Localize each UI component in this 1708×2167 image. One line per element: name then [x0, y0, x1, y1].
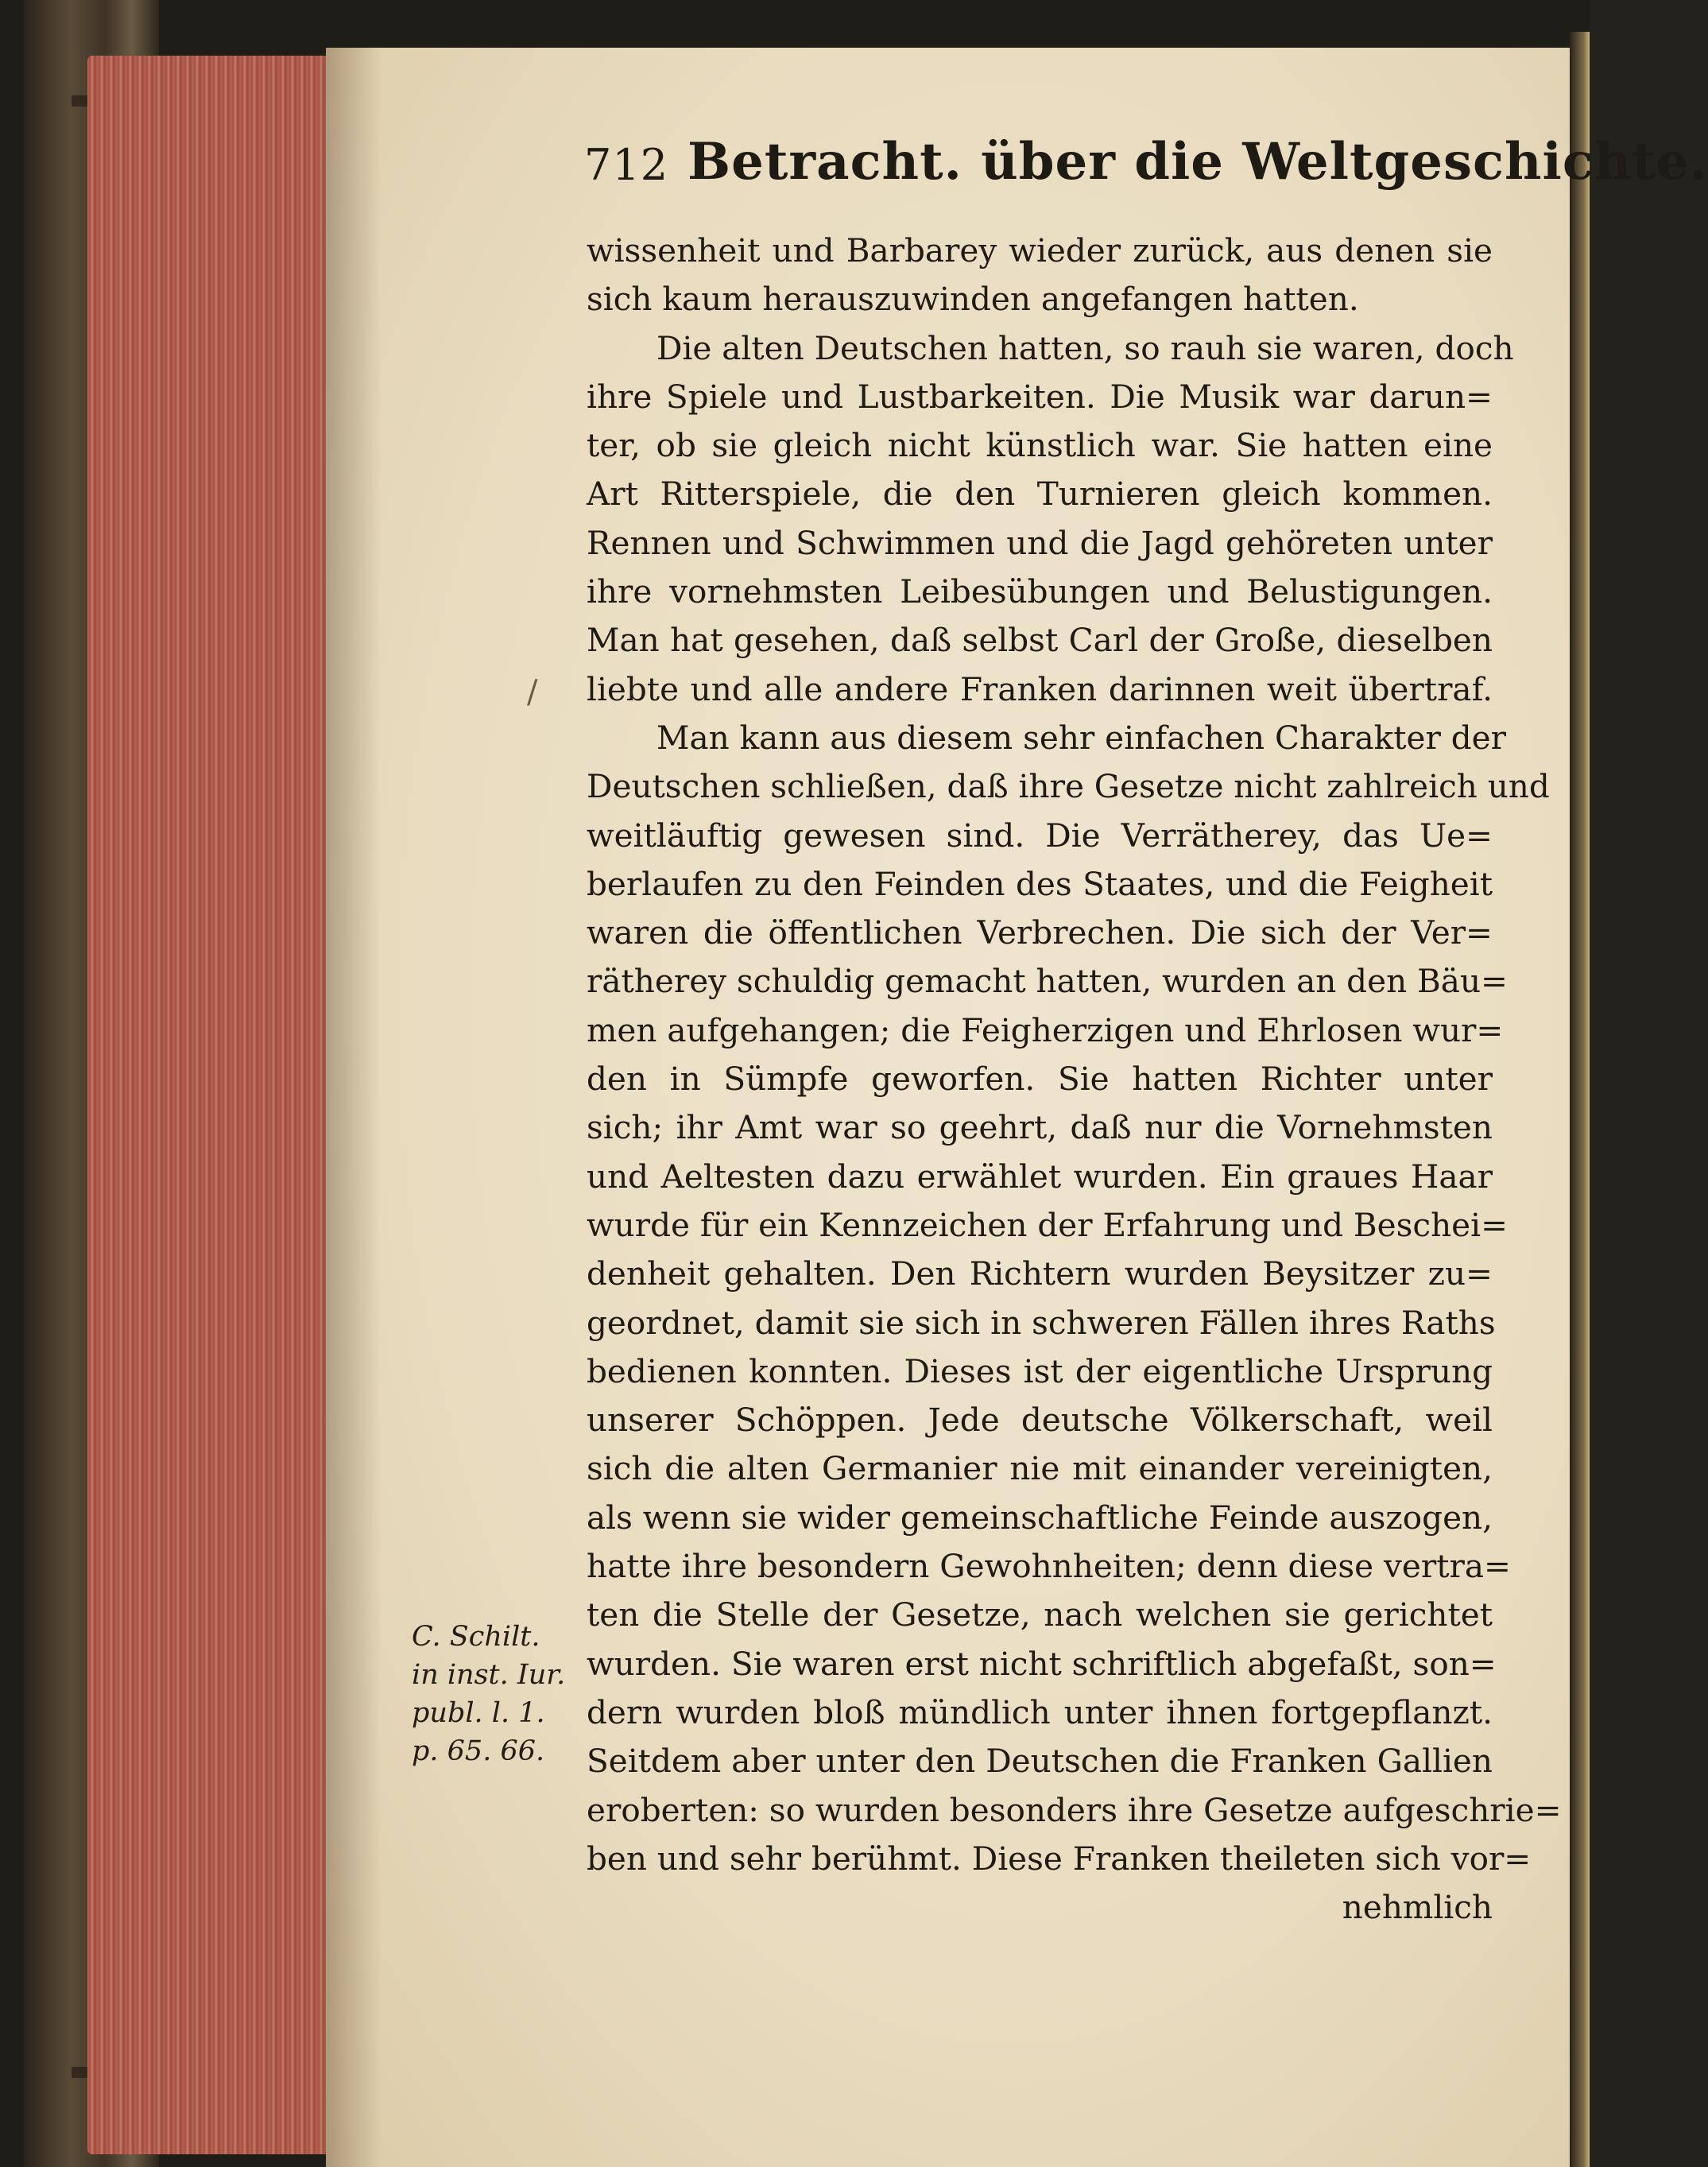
text-line: eroberten: so wurden besonders ihre Gesetze aufgeschrie=: [587, 1790, 1562, 1829]
running-title: Betracht. über die Weltgeschichte.: [687, 132, 1708, 192]
text-line: dern wurden bloß mündlich unter ihnen fortgepflanzt.: [587, 1692, 1493, 1731]
text-line: wurde für ein Kennzeichen der Erfahrung und Beschei=: [587, 1205, 1509, 1244]
gutter-shadow: [326, 48, 381, 2167]
text-line: bedienen konnten. Dieses ist der eigentliche Ursprung: [587, 1351, 1493, 1390]
text-line: waren die öffentlichen Verbrechen. Die sich der Ver=: [587, 913, 1493, 952]
stray-pencil-mark: /: [527, 674, 538, 711]
text-line: liebte und alle andere Franken darinnen weit übertraf.: [587, 669, 1493, 708]
text-line: wurden. Sie waren erst nicht schriftlich abgefaßt, son=: [587, 1644, 1497, 1683]
text-line: den in Sümpfe geworfen. Sie hatten Richter unter: [587, 1060, 1493, 1099]
text-line: Die alten Deutschen hatten, so rauh sie waren, doch: [656, 328, 1514, 367]
text-line: hatte ihre besondern Gewohnheiten; denn diese vertra=: [587, 1547, 1511, 1586]
running-header: [584, 126, 1708, 205]
text-line: ter, ob sie gleich nicht künstlich war. Sie hatten eine: [587, 426, 1493, 465]
text-line: Deutschen schließen, daß ihre Gesetze nicht zahlreich und: [587, 767, 1550, 806]
page-number: 712: [584, 140, 669, 190]
text-line: Man kann aus diesem sehr einfachen Charakter der: [656, 718, 1506, 757]
body-text: [587, 227, 1562, 1932]
text-line: Art Ritterspiele, die den Turnieren gleich kommen.: [587, 475, 1493, 514]
text-line: berlaufen zu den Feinden des Staates, und die Feigheit: [587, 864, 1493, 903]
text-line: sich kaum herauszuwinden angefangen hatten.: [587, 280, 1359, 319]
catchword: nehmlich: [1342, 1888, 1493, 1927]
text-line: Seitdem aber unter den Deutschen die Franken Gallien: [587, 1742, 1493, 1781]
facing-page-edge: [1570, 32, 1590, 2167]
text-line: rätherey schuldig gemacht hatten, wurden an den Bäu=: [587, 962, 1508, 1001]
text-line: geordnet, damit sie sich in schweren Fällen ihres Raths: [587, 1303, 1496, 1342]
text-line: als wenn sie wider gemeinschaftliche Feinde auszogen,: [587, 1498, 1493, 1537]
text-line: sich die alten Germanier nie mit einander vereinigten,: [587, 1449, 1493, 1488]
text-line: ten die Stelle der Gesetze, nach welchen sie gerichtet: [587, 1595, 1493, 1634]
text-line: und Aeltesten dazu erwählet wurden. Ein graues Haar: [587, 1157, 1493, 1196]
text-line: ben und sehr berühmt. Diese Franken theileten sich vor=: [587, 1839, 1532, 1878]
margin-citation-line: C. Schilt.: [412, 1621, 540, 1653]
margin-citation-line: p. 65. 66.: [412, 1735, 545, 1767]
text-line: ihre Spiele und Lustbarkeiten. Die Musik war darun=: [587, 377, 1493, 416]
red-page-edges: [87, 56, 334, 2154]
text-line: wissenheit und Barbarey wieder zurück, aus denen sie: [587, 231, 1493, 269]
text-line: men aufgehangen; die Feigherzigen und Ehrlosen wur=: [587, 1010, 1504, 1049]
text-line: denheit gehalten. Den Richtern wurden Beysitzer zu=: [587, 1254, 1493, 1293]
margin-citation-line: in inst. Iur.: [412, 1659, 566, 1691]
text-line: weitläuftig gewesen sind. Die Verrätherey, das Ue=: [587, 816, 1493, 855]
margin-citation-line: publ. l. 1.: [412, 1697, 545, 1729]
text-line: Rennen und Schwimmen und die Jagd gehöreten unter: [587, 523, 1493, 562]
text-line: sich; ihr Amt war so geehrt, daß nur die Vornehmsten: [587, 1108, 1493, 1147]
text-line: Man hat gesehen, daß selbst Carl der Große, dieselben: [587, 621, 1493, 660]
text-line: unserer Schöppen. Jede deutsche Völkerschaft, weil: [587, 1401, 1493, 1440]
text-line: ihre vornehmsten Leibesübungen und Belustigungen.: [587, 572, 1493, 611]
margin-citation: [412, 1618, 575, 1770]
